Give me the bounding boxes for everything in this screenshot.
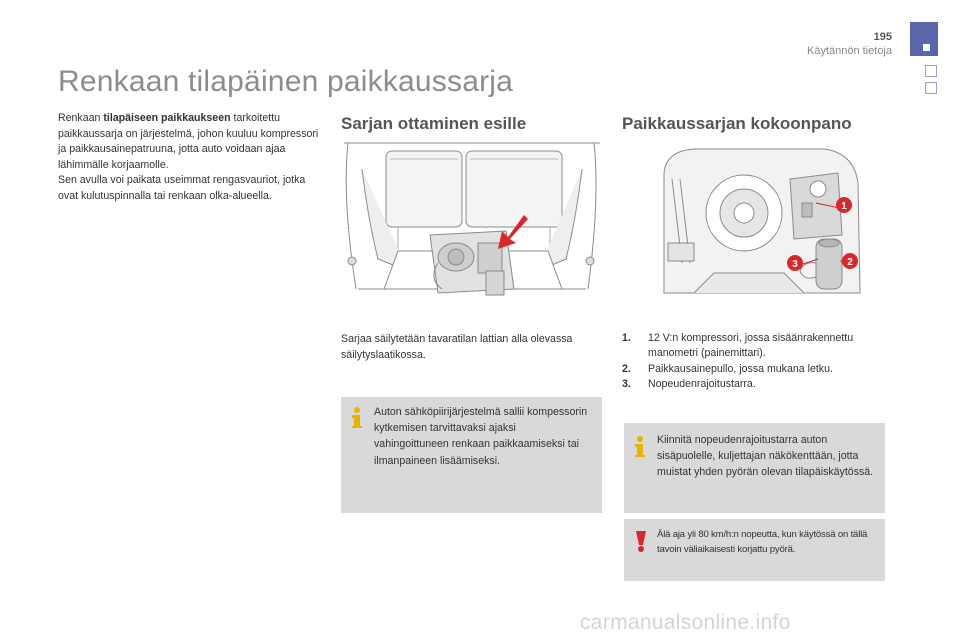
heading-access-kit: Sarjan ottaminen esille (341, 114, 527, 133)
intro-text (58, 111, 328, 205)
intro-bold: tilapäiseen paikkaukseen (103, 112, 231, 124)
list-item (622, 331, 892, 362)
watermark: carmanualsonline.info (580, 611, 791, 634)
list-text: 12 V:n kompressori, jossa sisäänrakennettu manometri (painemittari). (648, 332, 854, 360)
info-note (341, 397, 602, 513)
callout-2-label: 2 (847, 257, 853, 268)
storage-location-text: Sarjaa säilytetään tavaratilan lattian alla olevassa säilytyslaatikossa. (341, 333, 573, 361)
page-number: 195 (873, 31, 892, 43)
list-number: 3. (622, 378, 631, 391)
trunk-illustration (338, 139, 604, 307)
chapter-tab-active (910, 22, 938, 56)
list-item (622, 377, 892, 392)
list-number: 1. (622, 332, 631, 344)
section-title: Käytännön tietoja (806, 45, 892, 57)
tab-marker (923, 44, 930, 51)
heading-kit-components: Paikkaussarjan kokoonpano (622, 114, 852, 133)
trunk-drawing (338, 139, 604, 307)
intro-prefix: Renkaan (58, 112, 104, 124)
components-list (622, 331, 892, 393)
chapter-tab (925, 82, 937, 94)
intro-second: Sen avulla voi paikata useimmat rengasvauriot, jotka ovat kulutuspinnalla tai renkaan olka-alueella. (58, 174, 306, 202)
page-title: Renkaan tilapäinen paikkaussarja (58, 65, 514, 98)
callout-3-label: 3 (792, 259, 798, 270)
warning-note (624, 519, 885, 581)
kit-illustration (654, 143, 866, 306)
info-icon (349, 406, 365, 428)
info-icon (632, 435, 648, 457)
intro-suffix: tarkoitettu paikkaussarja on järjestelmä, johon kuuluu kompressori ja paikkausainepatruuna, jotta auto voidaan ajaa lähimmälle korjaamolle. (58, 112, 319, 171)
info-note-text: Auton sähköpiirijärjestelmä sallii kompessorin kytkemisen tarvittavaksi ajaksi vahingoittuneen renkaan paikkaamiseksi tai ilmanpaineen lisäämiseksi. (374, 406, 588, 467)
kit-drawing (654, 143, 866, 306)
list-text: Paikkausainepullo, jossa mukana letku. (648, 362, 833, 375)
list-text: Nopeudenrajoitustarra. (648, 378, 756, 391)
warning-icon (632, 530, 650, 552)
warning-note-text: Älä aja yli 80 km/h:n nopeutta, kun käytössä on tällä tavoin väliaikaisesti korjattu pyörä. (657, 529, 868, 556)
info-note-text: Kiinnitä nopeudenrajoitustarra auton sisäpuolelle, kuljettajan näkökenttään, jotta muistat yhden pyörän olevan tilapäiskäytössä. (657, 434, 874, 479)
list-item (622, 362, 892, 377)
info-note (624, 423, 885, 513)
callout-1-label: 1 (841, 201, 847, 212)
list-number: 2. (622, 362, 631, 375)
chapter-tab (925, 65, 937, 77)
